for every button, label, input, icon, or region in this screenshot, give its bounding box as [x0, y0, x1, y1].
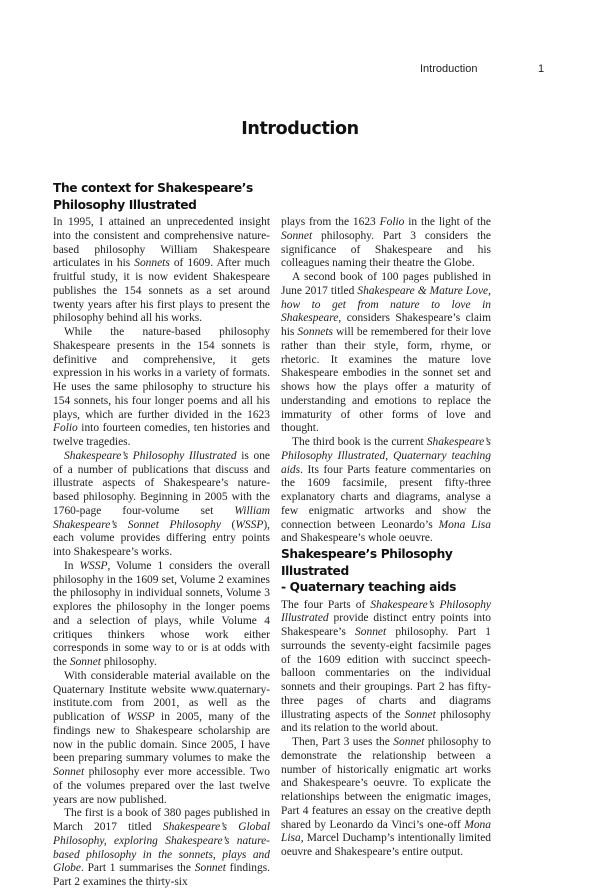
paragraph: Then, Part 3 uses the Sonnet philosophy to demonstrate the relationship between a number of historically enigmatic art works and Shakespeare’s oeuvre. To explicate the relationships between the enigmatic images, Part 4 features an essay on the creative depth shared by Leonardo da Vinci’s one-off Mona Lisa, Marcel Duchamp’s intentionally limited oeuvre and Shakespeare’s entire output.: [281, 736, 491, 858]
paragraph: Shakespeare’s Philosophy Illustrated is one of a number of publications that discuss and illustrate aspects of Shakespeare’s nature-based philosophy. Beginning in 2005 with the 1760-page four-volume set William Shakespeare’s Sonnet Philosophy (WSSP), each volume provides differing entry points into Shakespeare’s works.: [53, 449, 270, 558]
paragraph: The first is a book of 380 pages published in March 2017 titled Shakespeare’s Global Philosophy, exploring Shakespeare’s nature-based philosophy in the sonnets, plays and Globe. Part 1 summarises the Sonnet findings. Part 2 examines the thirty-six: [53, 807, 271, 888]
heading-line: Shakespeare’s Philosophy Illustrated: [281, 547, 453, 578]
paragraph: In 1995, I attained an unprecedented insight into the consistent and comprehensive nature-based philosophy William Shakespeare articulates in his Sonnets of 1609. After much fruitful study, it is now evident Shakespeare publishes the 154 sonnets as a set around twenty years after his first plays to present the philosophy behind all his works.: [53, 216, 270, 325]
heading-line: - Quaternary teaching aids: [281, 580, 457, 594]
right-column: [281, 216, 491, 860]
paragraph: In WSSP, Volume 1 considers the overall philosophy in the 1609 set, Volume 2 examines the philosophy in individual sonnets, Volume 3 explores the philosophy in the longer poems and a selection of plays, while Volume 4 critiques thinkers whose work either corresponds in some way to or is at odds with the Sonnet philosophy.: [53, 559, 271, 668]
paragraph: A second book of 100 pages published in June 2017 titled Shakespeare & Mature Love, how to get from nature to love in Shakespeare, considers Shakespeare’s claim his Sonnets will be remembered for their love rather than their style, form, rhyme, or rhetoric. It examines the mature love Shakespeare embodies in the sonnet set and shows how the plays offer a maturity of understanding and emotions to replace the immaturity of other forms of love and thought.: [281, 271, 491, 435]
running-head-title: Introduction: [420, 63, 478, 75]
page-title: Introduction: [241, 119, 359, 139]
section-heading-teaching-aids: [281, 546, 491, 596]
paragraph: The third book is the current Shakespeare’s Philosophy Illustrated, Quaternary teaching aids. Its four Parts feature commentaries on the 1609 facsimile, present fifty-three explanatory charts and diagrams, analyse a few enigmatic artworks and show the connection between Leonardo’s Mona Lisa and Shakespeare’s whole oeuvre.: [281, 436, 491, 545]
page-number: 1: [538, 63, 545, 75]
paragraph-continued: plays from the 1623 Folio in the light of the Sonnet philosophy. Part 3 considers the significance of Shakespeare and his colleagues naming their theatre the Globe.: [281, 216, 491, 270]
left-column: [53, 180, 270, 890]
heading-line: Philosophy Illustrated: [53, 197, 197, 212]
paragraph: With considerable material available on the Quaternary Institute website www.quaternary-institute.com from 2001, as well as the publication of WSSP in 2005, many of the findings new to Shakespeare scholarship are now in the public domain. Since 2005, I have been preparing summary volumes to make the Sonnet philosophy ever more accessible. Two of the volumes prepared over the last twelve years are now published.: [53, 669, 270, 806]
section-heading-context: [53, 180, 270, 213]
heading-line: The context for Shakespeare’s: [53, 181, 253, 195]
running-head: [420, 63, 570, 79]
paragraph: While the nature-based philosophy Shakespeare presents in the 154 sonnets is definitive and comprehensive, it gets expression in his works in a variety of formats. He uses the same philosophy to structure his 154 sonnets, his four longer poems and all his plays, which are further divided in the 1623 Folio into fourteen comedies, ten histories and twelve tragedies.: [53, 326, 270, 448]
paragraph: The four Parts of Shakespeare’s Philosophy Illustrated provide distinct entry points into Shakespeare’s Sonnet philosophy. Part 1 surrounds the seventy-eight facsimile pages of the 1609 edition with succinct speech-balloon commentaries on the individual sonnets and their groupings. Part 2 has fifty-three pages of charts and diagrams illustrating aspects of the Sonnet philosophy and its relation to the world about.: [281, 598, 491, 735]
